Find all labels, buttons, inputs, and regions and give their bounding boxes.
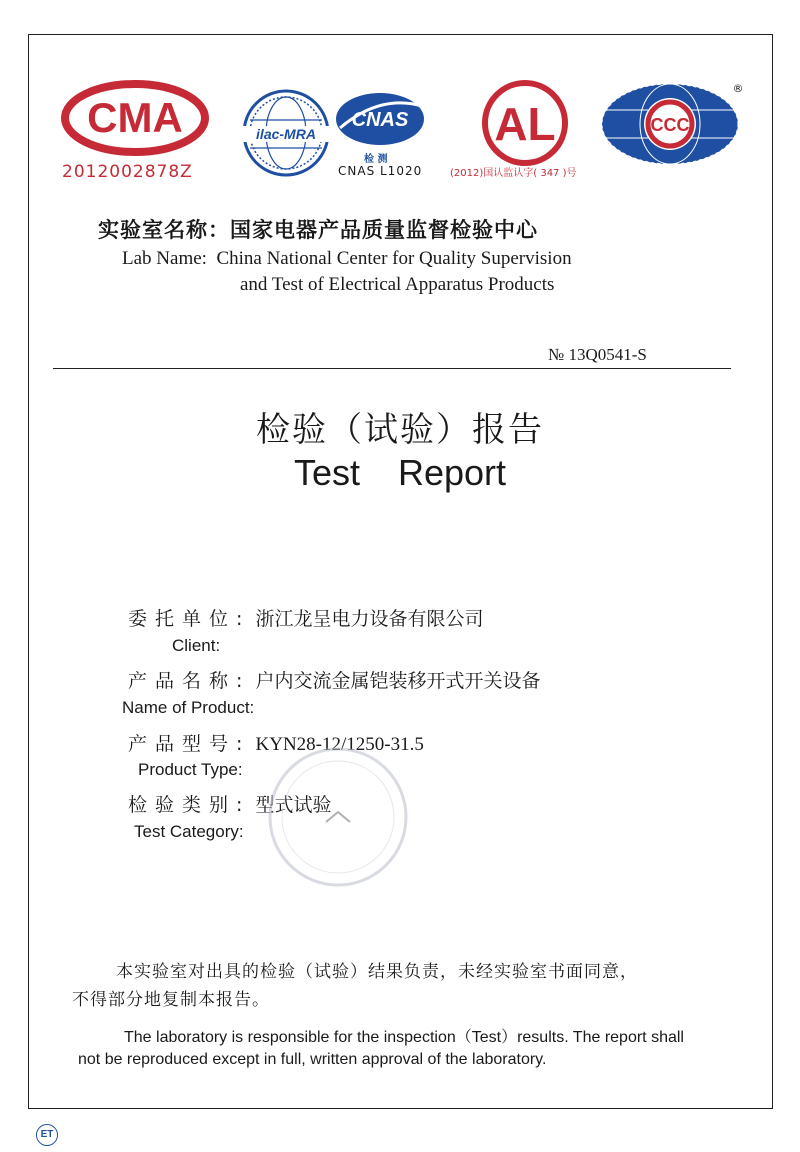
lab-label-cn: 实验室名称： xyxy=(98,218,230,242)
notice-cn-line1: 本实验室对出具的检验（试验）结果负责，未经实验室书面同意， xyxy=(116,962,638,982)
field-product-type xyxy=(128,729,728,756)
lab-name-en xyxy=(122,246,572,298)
lab-value-en-line1: China National Center for Quality Supervision xyxy=(216,248,572,269)
footer-et-mark xyxy=(36,1124,58,1146)
product-name-value: 户内交流金属铠装移开式开关设备 xyxy=(255,670,541,692)
lab-value-en-line2: and Test of Electrical Apparatus Products xyxy=(240,274,555,295)
client-label-en: Client: xyxy=(172,636,221,655)
product-name-label-cn: 产品名称: xyxy=(128,670,251,692)
official-seal xyxy=(255,742,418,892)
cnas-sub: 检 测 xyxy=(364,154,388,165)
title-en: Test Report xyxy=(293,452,507,493)
notice-cn xyxy=(72,958,732,1014)
product-type-label-en: Product Type: xyxy=(138,760,243,779)
cal-code: (2012)国认监认字( 347 )号 xyxy=(450,168,577,179)
document-frame xyxy=(28,34,773,1109)
ccc-reg-mark: ® xyxy=(732,82,744,95)
header-divider xyxy=(53,368,731,369)
client-value: 浙江龙呈电力设备有限公司 xyxy=(255,608,484,630)
cnas-mark-text: CNAS xyxy=(351,109,409,131)
title-cn: 检验（试验）报告 xyxy=(256,410,544,450)
cal-logo xyxy=(450,76,600,186)
product-name-label-en: Name of Product: xyxy=(122,698,255,717)
product-type-value: KYN28-12/1250-31.5 xyxy=(255,734,424,755)
notice-en-line1: The laboratory is responsible for the inspection（Test）results. The report shall xyxy=(124,1029,684,1046)
cma-mark-text: CMA xyxy=(87,94,183,141)
notice-cn-line2: 不得部分地复制本报告。 xyxy=(72,990,270,1010)
client-label-cn: 委托单位: xyxy=(128,608,251,630)
ccc-logo xyxy=(598,80,748,170)
product-type-label-cn: 产品型号: xyxy=(128,733,251,755)
field-product-name xyxy=(128,666,748,693)
field-test-category xyxy=(128,790,728,817)
cal-mark-text: AL xyxy=(494,98,556,150)
ilac-mark-text: ilac-MRA xyxy=(256,126,316,142)
lab-label-en: Lab Name: xyxy=(122,248,207,269)
ccc-mark-text: CCC xyxy=(650,115,690,135)
cma-logo xyxy=(60,78,210,188)
cma-code: 2012002878Z xyxy=(62,162,193,182)
test-category-label-en: Test Category: xyxy=(134,822,244,841)
cnas-code: CNAS L1020 xyxy=(338,164,423,178)
test-category-label-cn: 检验类别: xyxy=(128,794,251,816)
notice-en xyxy=(78,1027,750,1071)
lab-value-cn: 国家电器产品质量监督检验中心 xyxy=(230,218,538,242)
report-number: № 13Q0541-S xyxy=(548,345,647,364)
notice-en-line2: not be reproduced except in full, written approval of the laboratory. xyxy=(78,1051,547,1068)
cnas-logo xyxy=(330,88,430,183)
footer-et-text: ET xyxy=(40,1129,54,1140)
test-category-value: 型式试验 xyxy=(255,794,332,816)
ilac-mra-logo xyxy=(240,88,332,178)
field-client xyxy=(128,604,728,631)
lab-name-cn xyxy=(98,214,538,244)
